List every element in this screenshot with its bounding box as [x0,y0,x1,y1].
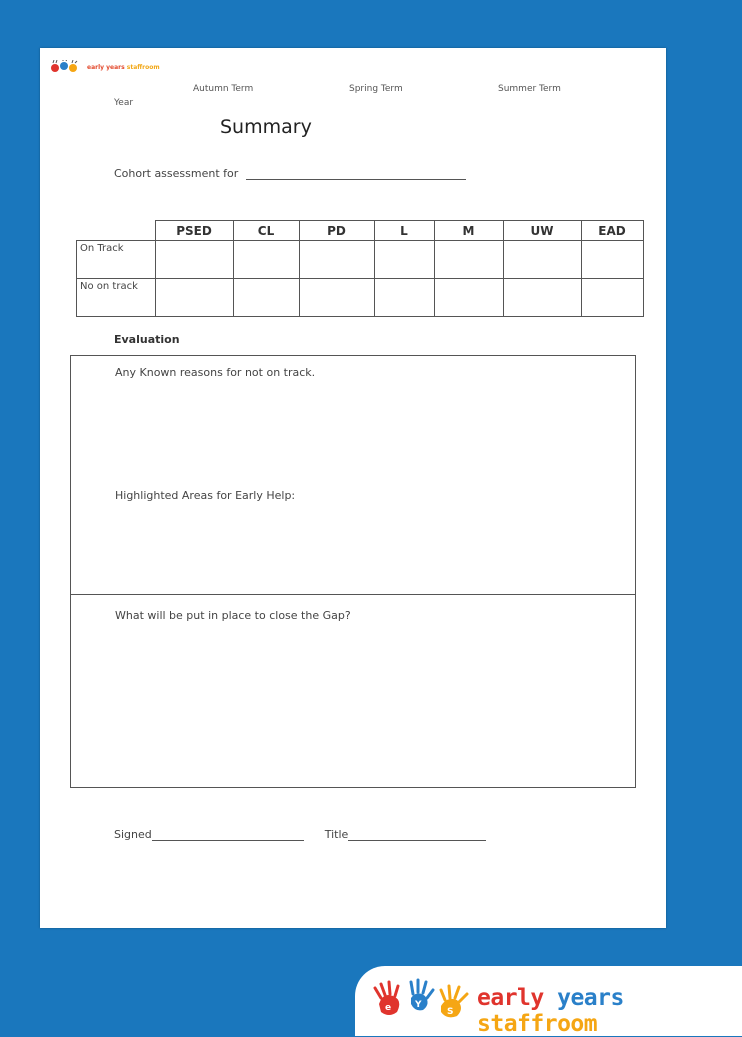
table-cell[interactable] [374,241,434,279]
signed-label: Signed [114,828,152,841]
signature-row [114,828,486,841]
year-label: Year [114,98,134,108]
svg-text:S: S [447,1007,454,1017]
spring-term-label: Spring Term [349,84,403,94]
worksheet-brand [50,60,160,74]
worksheet-page [40,48,666,928]
table-cell[interactable] [581,279,643,317]
table-cell[interactable] [233,279,299,317]
cohort-label: Cohort assessment for [114,167,239,180]
footer-word-staffroom: staffroom [477,1011,598,1037]
col-header-ead: EAD [581,221,643,241]
table-header-row [77,221,644,241]
col-header-psed: PSED [155,221,233,241]
col-header-m: M [434,221,503,241]
table-cell[interactable] [233,241,299,279]
col-header-uw: UW [503,221,581,241]
col-header-pd: PD [299,221,374,241]
cohort-assessment-row [114,167,466,180]
hands-logo-icon [373,978,471,1022]
footer-word-early: early [477,985,544,1011]
brand-word-staffroom: staffroom [126,63,160,71]
row-label-not-on-track: No on track [77,279,156,317]
worksheet-brand-text [87,64,160,71]
signed-input-line[interactable] [152,840,304,841]
col-header-l: L [374,221,434,241]
svg-text:e: e [385,1003,392,1013]
assessment-table [76,220,644,317]
title-input-line[interactable] [348,840,486,841]
table-cell[interactable] [299,279,374,317]
footer-brand-text [477,985,742,1037]
table-cell[interactable] [155,279,233,317]
early-help-prompt: Highlighted Areas for Early Help: [115,489,296,502]
autumn-term-label: Autumn Term [193,84,254,94]
table-row [77,279,644,317]
hands-logo-icon [50,60,84,74]
evaluation-heading: Evaluation [114,333,180,346]
footer-word-years: years [557,985,624,1011]
table-cell[interactable] [503,279,581,317]
cohort-input-line[interactable] [246,179,466,180]
page-title: Summary [220,116,312,138]
reasons-box[interactable] [70,355,636,595]
close-gap-box[interactable] [70,594,636,788]
table-cell[interactable] [581,241,643,279]
title-label: Title [324,828,349,841]
table-cell[interactable] [503,241,581,279]
table-cell[interactable] [434,241,503,279]
svg-text:Y: Y [415,1000,422,1010]
table-cell[interactable] [299,241,374,279]
table-cell[interactable] [155,241,233,279]
row-label-on-track: On Track [77,241,156,279]
table-row [77,241,644,279]
footer-brand-badge [355,966,742,1036]
reasons-prompt: Any Known reasons for not on track. [115,366,316,379]
summer-term-label: Summer Term [498,84,561,94]
table-cell[interactable] [374,279,434,317]
brand-word-early: early [87,63,105,71]
brand-word-years: years [106,63,125,71]
col-header-cl: CL [233,221,299,241]
table-corner [77,221,156,241]
table-cell[interactable] [434,279,503,317]
close-gap-prompt: What will be put in place to close the Gap? [115,609,351,622]
